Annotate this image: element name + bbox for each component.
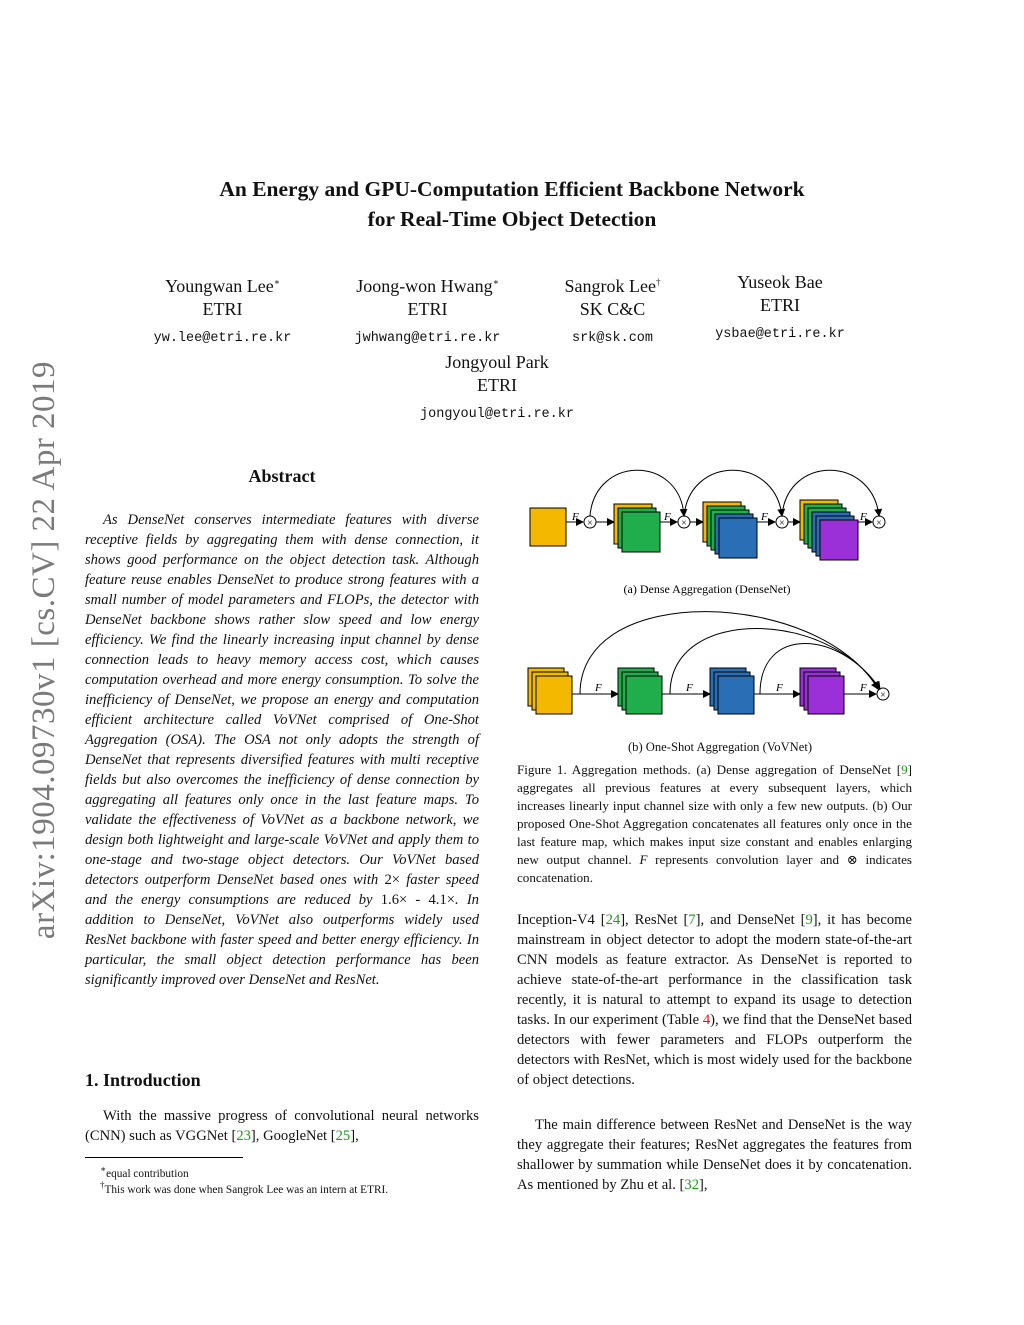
figure-1-diagram [520, 460, 920, 720]
right-paragraph-1 [517, 910, 912, 1090]
author-name: Joong-won Hwang [356, 276, 493, 296]
feature-block-green [622, 512, 660, 552]
author-mark: ∗ [273, 277, 280, 287]
author-block [330, 271, 525, 350]
author-email[interactable]: yw.lee@etri.re.kr [153, 331, 292, 346]
feature-block-purple [820, 520, 858, 560]
feature-block-blue [719, 518, 757, 558]
title-line-2: for Real-Time Object Detection [367, 207, 657, 231]
footnote-2 [100, 1178, 388, 1198]
author-name: Yuseok Bae [737, 272, 823, 292]
abstract-heading: Abstract [248, 466, 316, 486]
footnote-text: This work was done when Sangrok Lee was an intern at ETRI. [104, 1183, 389, 1196]
author-affiliation: ETRI [760, 295, 800, 315]
citation-link[interactable]: 23 [236, 1128, 251, 1144]
abstract-text-a: As DenseNet conserves intermediate features with diverse receptive fields by aggregating them with dense connection, it shows good performance on the object detection task. Although feature reuse enables DenseNet to produce strong features with a small number of model parameters and FLOPs, the detector with DenseNet backbone shows rather slow speed and low energy efficiency. We find the linearly increasing input channel by dense connection leads to heavy memory access cost, which causes computation overhead and more energy consumption. To solve the inefficiency of DenseNet, we propose an energy and computation efficient architecture called VoVNet comprised of One-Shot Aggregation (OSA). The OSA not only adopts the strength of DenseNet that represents diversified features with multi receptive fields but also overcomes the inefficiency of dense connection by aggregating all features only once in the last feature maps. To validate the effectiveness of VoVNet as a backbone network, we design both lightweight and large-scale VoVNet and apply them to one-stage and two-stage object detectors. Our VoVNet based detectors outperform DenseNet based ones with [85, 512, 479, 888]
author-affiliation: SK C&C [579, 299, 646, 319]
intro-text: ], [350, 1128, 359, 1144]
citation-link[interactable]: 25 [335, 1128, 351, 1144]
body-text: ), we find that the DenseNet based detectors with fewer parameters and FLOPs outperform the detectors with ResNet, which is most widely used for the backbone of object detections. [517, 1012, 913, 1088]
author-affiliation: ETRI [477, 375, 517, 395]
body-text: ], [698, 1177, 708, 1193]
paper-title [0, 174, 1024, 234]
feature-block-yellow [536, 676, 572, 714]
author-email[interactable]: ysbae@etri.re.kr [715, 327, 845, 342]
author-mark: † [655, 277, 661, 287]
conv-label-f: F [664, 511, 671, 523]
body-text: ], ResNet [ [620, 912, 689, 928]
table-link[interactable]: 4 [702, 1012, 711, 1028]
feature-block-blue [718, 676, 754, 714]
one-shot-aggregation-diagram [528, 612, 889, 714]
otimes-icon: ⊗ [846, 852, 858, 867]
author-name: Sangrok Lee [564, 276, 656, 296]
author-block [130, 271, 315, 350]
author-block [397, 351, 597, 426]
caption-text: Figure 1. Aggregation methods. (a) Dense aggregation of DenseNet [ [517, 762, 902, 777]
abstract-text-c: . In addition to DenseNet, VoVNet also outperforms widely used ResNet backbone with faster speed and better energy efficiency. In particular, the small object detection performance has been significantly improved over DenseNet and ResNet. [85, 892, 479, 988]
subfigure-b-caption: (b) One-Shot Aggregation (VoVNet) [627, 740, 813, 754]
abstract-text [85, 510, 479, 990]
body-text: ], and DenseNet [ [695, 912, 806, 928]
author-mark: ∗ [492, 277, 499, 287]
footnote-mark: † [100, 1180, 105, 1190]
footnote-mark: ∗ [100, 1164, 107, 1174]
conv-label-f: F [860, 511, 867, 523]
conv-label-f: F [686, 682, 693, 694]
intro-heading: 1. Introduction [85, 1070, 201, 1090]
conv-label-f: F [860, 682, 867, 694]
author-name: Youngwan Lee [165, 276, 274, 296]
caption-text: indicates concatenation. [517, 852, 912, 885]
dense-aggregation-diagram [530, 470, 885, 560]
footnote-rule [85, 1157, 243, 1158]
intro-text: ], GoogleNet [ [250, 1128, 336, 1144]
feature-block-yellow [530, 508, 566, 546]
body-text: Inception-V4 [ [517, 912, 606, 928]
conv-label-f: F [776, 682, 783, 694]
author-email[interactable]: jwhwang@etri.re.kr [354, 331, 501, 346]
caption-symbol-f: F [639, 852, 648, 867]
author-name: Jongyoul Park [445, 352, 549, 372]
caption-text: represents convolution layer and [647, 852, 847, 867]
citation-link[interactable]: 32 [684, 1177, 699, 1193]
feature-block-green [626, 676, 662, 714]
author-affiliation: ETRI [407, 299, 448, 319]
author-email[interactable]: jongyoul@etri.re.kr [420, 407, 574, 422]
figure-1-caption [517, 761, 912, 887]
concat-symbol: × [880, 690, 886, 701]
conv-label-f: F [595, 682, 602, 694]
citation-link[interactable]: 9 [805, 912, 813, 928]
energy-value: 1.6× - 4.1× [380, 892, 455, 908]
author-block [540, 271, 685, 350]
conv-label-f: F [572, 511, 579, 523]
intro-paragraph [85, 1106, 479, 1146]
citation-link[interactable]: 9 [901, 762, 908, 777]
intro-text: With the massive progress of convolutional neural networks (CNN) such as VGGNet [ [85, 1108, 479, 1144]
concat-symbol: × [587, 518, 593, 529]
citation-link[interactable]: 24 [605, 912, 621, 928]
author-email[interactable]: srk@sk.com [571, 331, 653, 346]
conv-label-f: F [761, 511, 768, 523]
body-text: The main difference between ResNet and DenseNet is the way they aggregate their features; ResNet aggregates the features from shallower by summation while DenseNet does it by concatenation. As mentioned by Zhu et al. [ [517, 1117, 912, 1193]
feature-block-purple [808, 676, 844, 714]
right-paragraph-2 [517, 1115, 912, 1195]
author-affiliation: ETRI [202, 299, 243, 319]
subfigure-a-caption: (a) Dense Aggregation (DenseNet) [623, 582, 791, 596]
abstract-text-b: faster speed and the energy consumptions are reduced by [85, 872, 479, 908]
concat-symbol: × [779, 518, 785, 529]
title-line-1: An Energy and GPU-Computation Efficient Backbone Network [219, 177, 805, 201]
citation-link[interactable]: 7 [688, 912, 696, 928]
author-block [700, 271, 860, 346]
concat-symbol: × [876, 518, 882, 529]
speedup-value: 2× [384, 872, 400, 888]
arxiv-sidebar: arXiv:1904.09730v1 [cs.CV] 22 Apr 2019 [26, 360, 62, 940]
caption-text: ] aggregates all previous features at every subsequent layers, which increases linearly input channel size with only a few new outputs. (b) Our proposed One-Shot Aggregation concatenates all features only once in the last feature map, which makes input size constant and enables enlarging new output channel. [517, 762, 912, 867]
concat-symbol: × [681, 518, 687, 529]
footnote-text: equal contribution [106, 1167, 189, 1180]
body-text: ], it has become mainstream in object detector to adopt the modern state-of-the-art CNN models as feature extractor. As DenseNet is reported to achieve state-of-the-art performance in the classification task recently, it is natural to attempt to expand its usage to detection tasks. In our experiment (Table [517, 912, 912, 1028]
